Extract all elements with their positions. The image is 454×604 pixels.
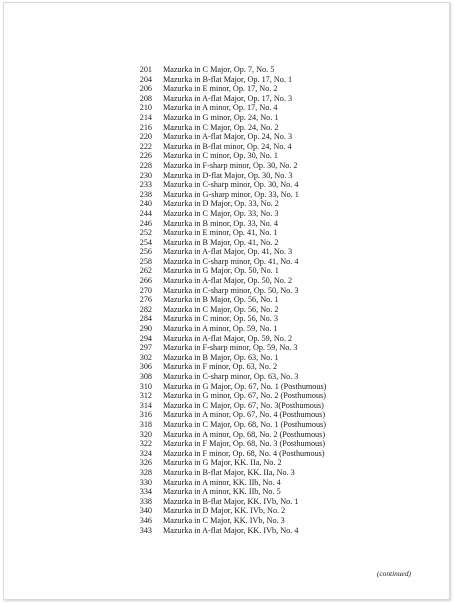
contents-entry [118, 209, 418, 219]
page-number: 318 [139, 419, 152, 429]
page-number: 324 [139, 448, 152, 458]
contents-entry [118, 372, 418, 382]
contents-entry [118, 382, 418, 392]
piece-title: Mazurka in A minor, Op. 67, No. 4 (Posthumous) [163, 410, 326, 420]
page-number: 220 [139, 132, 152, 142]
contents-entry [118, 314, 418, 324]
contents-entry [118, 506, 418, 516]
page-number: 216 [139, 122, 152, 132]
piece-title: Mazurka in D-flat Major, Op. 30, No. 3 [163, 170, 293, 180]
page-number: 282 [139, 304, 152, 314]
contents-entry [118, 132, 418, 142]
document-page [3, 2, 450, 600]
page-number: 252 [139, 228, 152, 238]
piece-title: Mazurka in A minor, Op. 59, No. 1 [163, 324, 278, 334]
piece-title: Mazurka in B-flat Major, KK. IIa, No. 3 [163, 467, 295, 477]
page-number: 294 [139, 333, 152, 343]
page-number: 308 [139, 372, 152, 381]
page-number: 330 [139, 477, 152, 487]
piece-title: Mazurka in F minor, Op. 68, No. 4 (Posthumous) [163, 448, 325, 458]
contents-entry [118, 84, 418, 94]
page-number: 346 [139, 515, 152, 525]
page-number: 254 [139, 237, 152, 247]
piece-title: Mazurka in E minor, Op. 17, No. 2 [163, 84, 278, 94]
contents-entry [118, 113, 418, 123]
contents-entry [118, 247, 418, 257]
page-number: 297 [139, 343, 152, 353]
contents-list [118, 65, 418, 535]
piece-title: Mazurka in B Major, Op. 56, No. 1 [163, 295, 279, 305]
contents-entry [118, 199, 418, 209]
piece-title: Mazurka in G-sharp minor, Op. 33, No. 1 [163, 189, 299, 199]
contents-entry [118, 257, 418, 267]
page-number: 204 [139, 74, 152, 84]
page-number: 310 [139, 381, 152, 391]
contents-entry [118, 430, 418, 440]
piece-title: Mazurka in C Major, Op. 56, No. 2 [163, 304, 279, 314]
contents-entry [118, 468, 418, 478]
page-number: 201 [139, 65, 152, 74]
page-number: 314 [139, 400, 152, 410]
contents-entry [118, 420, 418, 430]
contents-entry [118, 516, 418, 526]
contents-entry [118, 362, 418, 372]
contents-entry [118, 458, 418, 468]
contents-entry [118, 286, 418, 296]
piece-title: Mazurka in B minor, Op. 33, No. 4 [163, 218, 278, 228]
piece-title: Mazurka in G Major, Op. 67, No. 1 (Posthumous) [163, 381, 327, 391]
page-number: 326 [139, 458, 152, 468]
page-number: 240 [139, 199, 152, 209]
piece-title: Mazurka in C Major, Op. 67, No. 3(Posthumous) [163, 400, 324, 410]
contents-entry [118, 497, 418, 507]
piece-title: Mazurka in B-flat minor, Op. 24, No. 4 [163, 141, 292, 151]
piece-title: Mazurka in A minor, Op. 68, No. 2 (Posthumous) [163, 429, 326, 439]
page-number: 302 [139, 352, 152, 362]
piece-title: Mazurka in C Major, Op. 68, No. 1 (Posthumous) [163, 419, 326, 429]
page-number: 334 [139, 487, 152, 497]
piece-title: Mazurka in F minor, Op. 63, No. 2 [163, 362, 278, 372]
piece-title: Mazurka in C Major, Op. 24, No. 2 [163, 122, 279, 132]
piece-title: Mazurka in C-sharp minor, Op. 30, No. 4 [163, 180, 299, 190]
page-number: 328 [139, 467, 152, 477]
contents-entry [118, 151, 418, 161]
piece-title: Mazurka in E minor, Op. 41, No. 1 [163, 228, 278, 238]
contents-entry [118, 123, 418, 133]
page-number: 316 [139, 410, 152, 420]
piece-title: Mazurka in D Major, KK. IVb, No. 2 [163, 506, 286, 516]
page-number: 312 [139, 391, 152, 401]
piece-title: Mazurka in G minor, Op. 24, No. 1 [163, 112, 279, 122]
contents-entry [118, 324, 418, 334]
piece-title: Mazurka in A-flat Major, KK. IVb, No. 4 [163, 525, 299, 535]
piece-title: Mazurka in C-sharp minor, Op. 41, No. 4 [163, 256, 299, 266]
piece-title: Mazurka in F Major, Op. 68, No. 3 (Posthumous) [163, 439, 326, 449]
contents-entry [118, 142, 418, 152]
contents-entry [118, 526, 418, 536]
piece-title: Mazurka in C-sharp minor, Op. 50, No. 3 [163, 285, 299, 295]
contents-entry [118, 410, 418, 420]
page-number: 233 [139, 180, 152, 190]
page-number: 340 [139, 506, 152, 516]
piece-title: Mazurka in G minor, Op. 67, No. 2 (Posthumous) [163, 391, 326, 401]
contents-entry [118, 276, 418, 286]
piece-title: Mazurka in B Major, Op. 41, No. 2 [163, 237, 279, 247]
piece-title: Mazurka in A-flat Major, Op. 17, No. 3 [163, 93, 293, 103]
piece-title: Mazurka in B Major, Op. 63, No. 1 [163, 352, 279, 362]
contents-entry [118, 334, 418, 344]
piece-title: Mazurka in A-flat Major, Op. 41, No. 3 [163, 247, 293, 257]
page-number: 338 [139, 496, 152, 506]
page-number: 244 [139, 208, 152, 218]
contents-entry [118, 449, 418, 459]
page-number: 322 [139, 439, 152, 449]
contents-entry [118, 219, 418, 229]
contents-entry [118, 171, 418, 181]
contents-entry [118, 478, 418, 488]
contents-entry [118, 161, 418, 171]
piece-title: Mazurka in A-flat Major, Op. 50, No. 2 [163, 276, 293, 286]
piece-title: Mazurka in C Major, Op. 33, No. 3 [163, 208, 279, 218]
piece-title: Mazurka in C-sharp minor, Op. 63, No. 3 [163, 372, 299, 381]
contents-entry [118, 180, 418, 190]
contents-entry [118, 238, 418, 248]
piece-title: Mazurka in B-flat Major, Op. 17, No. 1 [163, 74, 293, 84]
page-number: 210 [139, 103, 152, 113]
contents-entry [118, 353, 418, 363]
page-number: 266 [139, 276, 152, 286]
contents-entry [118, 439, 418, 449]
page-number: 230 [139, 170, 152, 180]
page-number: 246 [139, 218, 152, 228]
piece-title: Mazurka in G Major, KK. IIa, No. 2 [163, 458, 282, 468]
contents-entry [118, 305, 418, 315]
page-number: 258 [139, 256, 152, 266]
contents-entry [118, 94, 418, 104]
page-number: 238 [139, 189, 152, 199]
page-number: 343 [139, 525, 152, 535]
piece-title: Mazurka in B-flat Major, KK. IVb, No. 1 [163, 496, 299, 506]
page-number: 228 [139, 160, 152, 170]
contents-entry [118, 75, 418, 85]
continued-note: (continued) [376, 569, 411, 578]
page-number: 262 [139, 266, 152, 276]
piece-title: Mazurka in C Major, KK. IVb, No. 3 [163, 515, 285, 525]
page-number: 226 [139, 151, 152, 161]
piece-title: Mazurka in A minor, Op. 17, No. 4 [163, 103, 278, 113]
contents-entry [118, 65, 418, 75]
page-number: 214 [139, 112, 152, 122]
page-number: 256 [139, 247, 152, 257]
page-number: 208 [139, 93, 152, 103]
piece-title: Mazurka in A minor, KK. IIb, No. 5 [163, 487, 281, 497]
piece-title: Mazurka in F-sharp minor, Op. 59, No. 3 [163, 343, 298, 353]
contents-entry [118, 295, 418, 305]
contents-entry [118, 487, 418, 497]
piece-title: Mazurka in A minor, KK. IIb, No. 4 [163, 477, 281, 487]
page-number: 306 [139, 362, 152, 372]
contents-entry [118, 266, 418, 276]
contents-entry [118, 103, 418, 113]
piece-title: Mazurka in C minor, Op. 56, No. 3 [163, 314, 278, 324]
page-number: 270 [139, 285, 152, 295]
piece-title: Mazurka in C minor, Op. 30, No. 1 [163, 151, 278, 161]
piece-title: Mazurka in G Major, Op. 50, No. 1 [163, 266, 279, 276]
piece-title: Mazurka in A-flat Major, Op. 24, No. 3 [163, 132, 293, 142]
contents-entry [118, 343, 418, 353]
page-number: 206 [139, 84, 152, 94]
piece-title: Mazurka in C Major, Op. 7, No. 5 [163, 65, 275, 74]
piece-title: Mazurka in F-sharp minor, Op. 30, No. 2 [163, 160, 298, 170]
page-number: 276 [139, 295, 152, 305]
page-number: 320 [139, 429, 152, 439]
contents-entry [118, 391, 418, 401]
page-number: 222 [139, 141, 152, 151]
page-number: 290 [139, 324, 152, 334]
piece-title: Mazurka in A-flat Major, Op. 59, No. 2 [163, 333, 293, 343]
contents-entry [118, 190, 418, 200]
contents-entry [118, 228, 418, 238]
contents-entry [118, 401, 418, 411]
piece-title: Mazurka in D Major, Op. 33, No. 2 [163, 199, 279, 209]
page-number: 284 [139, 314, 152, 324]
